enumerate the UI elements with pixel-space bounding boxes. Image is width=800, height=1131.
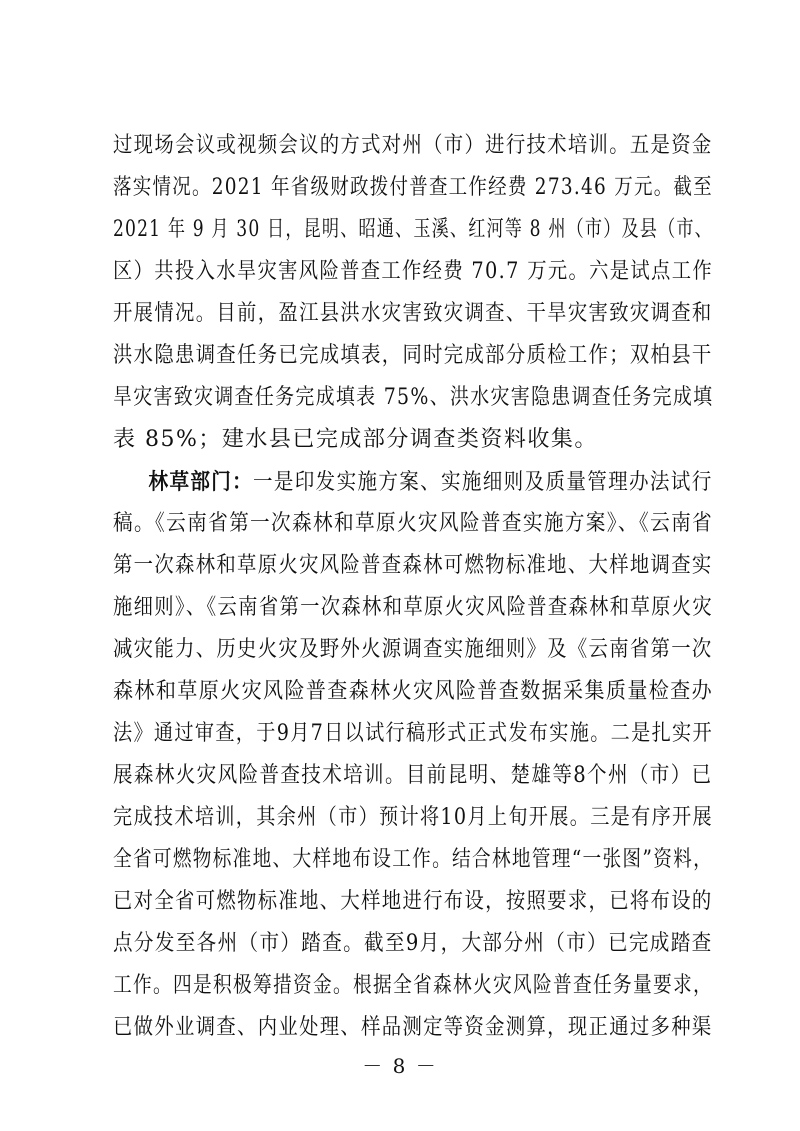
text-line: 区）共投入水旱灾害风险普查工作经费 70.7 万元。六是试点工作 bbox=[113, 259, 714, 284]
text-line: 森林和草原火灾风险普查森林火灾风险普查数据采集质量检查办 bbox=[113, 679, 714, 704]
text-line: 洪水隐患调查任务已完成填表，同时完成部分质检工作；双柏县干 bbox=[113, 343, 713, 368]
text-line: 过现场会议或视频会议的方式对州（市）进行技术培训。五是资金 bbox=[113, 133, 713, 158]
text-line: 展森林火灾风险普查技术培训。目前昆明、楚雄等8个州（市）已 bbox=[113, 763, 713, 788]
text-line: 旱灾害致灾调查任务完成填表 75%、洪水灾害隐患调查任务完成填 bbox=[113, 385, 714, 410]
text-line: 2021 年 9 月 30 日，昆明、昭通、玉溪、红河等 8 州（市）及县（市、 bbox=[113, 217, 713, 242]
text-line: 开展情况。目前，盈江县洪水灾害致灾调查、干旱灾害致灾调查和 bbox=[113, 301, 713, 326]
text-line: 落实情况。2021 年省级财政拨付普查工作经费 273.46 万元。截至 bbox=[113, 175, 713, 200]
text-line: 减灾能力、历史火灾及野外火源调查实施细则》及《云南省第一次 bbox=[113, 637, 713, 662]
text-line: 法》通过审查，于9月7日以试行稿形式正式发布实施。二是扎实开 bbox=[113, 721, 713, 746]
text-line: 全省可燃物标准地、大样地布设工作。结合林地管理“一张图”资料， bbox=[113, 847, 714, 872]
text-line: 一是印发实施方案、实施细则及质量管理办法试行 bbox=[253, 470, 713, 495]
paragraph-first-line bbox=[113, 462, 713, 502]
text-line: 工作。四是积极筹措资金。根据全省森林火灾风险普查任务量要求， bbox=[113, 973, 714, 998]
text-line: 第一次森林和草原火灾风险普查森林可燃物标准地、大样地调查实 bbox=[113, 553, 713, 578]
text-line: 已对全省可燃物标准地、大样地进行布设，按照要求，已将布设的 bbox=[113, 889, 713, 914]
text-line: 已做外业调查、内业处理、样品测定等资金测算，现正通过多种渠 bbox=[113, 1015, 713, 1040]
page-number: － 8 － bbox=[362, 1054, 438, 1078]
section-heading: 林草部门： bbox=[148, 469, 254, 495]
text-line: 施细则》、《云南省第一次森林和草原火灾风险普查森林和草原火灾 bbox=[113, 595, 714, 620]
text-line: 点分发至各州（市）踏查。截至9月，大部分州（市）已完成踏查 bbox=[113, 931, 713, 956]
text-line: 完成技术培训，其余州（市）预计将10月上旬开展。三是有序开展 bbox=[113, 805, 713, 830]
text-line: 表 85%；建水县已完成部分调查类资料收集。 bbox=[113, 427, 598, 452]
text-line: 稿。《云南省第一次森林和草原火灾风险普查实施方案》、《云南省 bbox=[113, 511, 714, 536]
